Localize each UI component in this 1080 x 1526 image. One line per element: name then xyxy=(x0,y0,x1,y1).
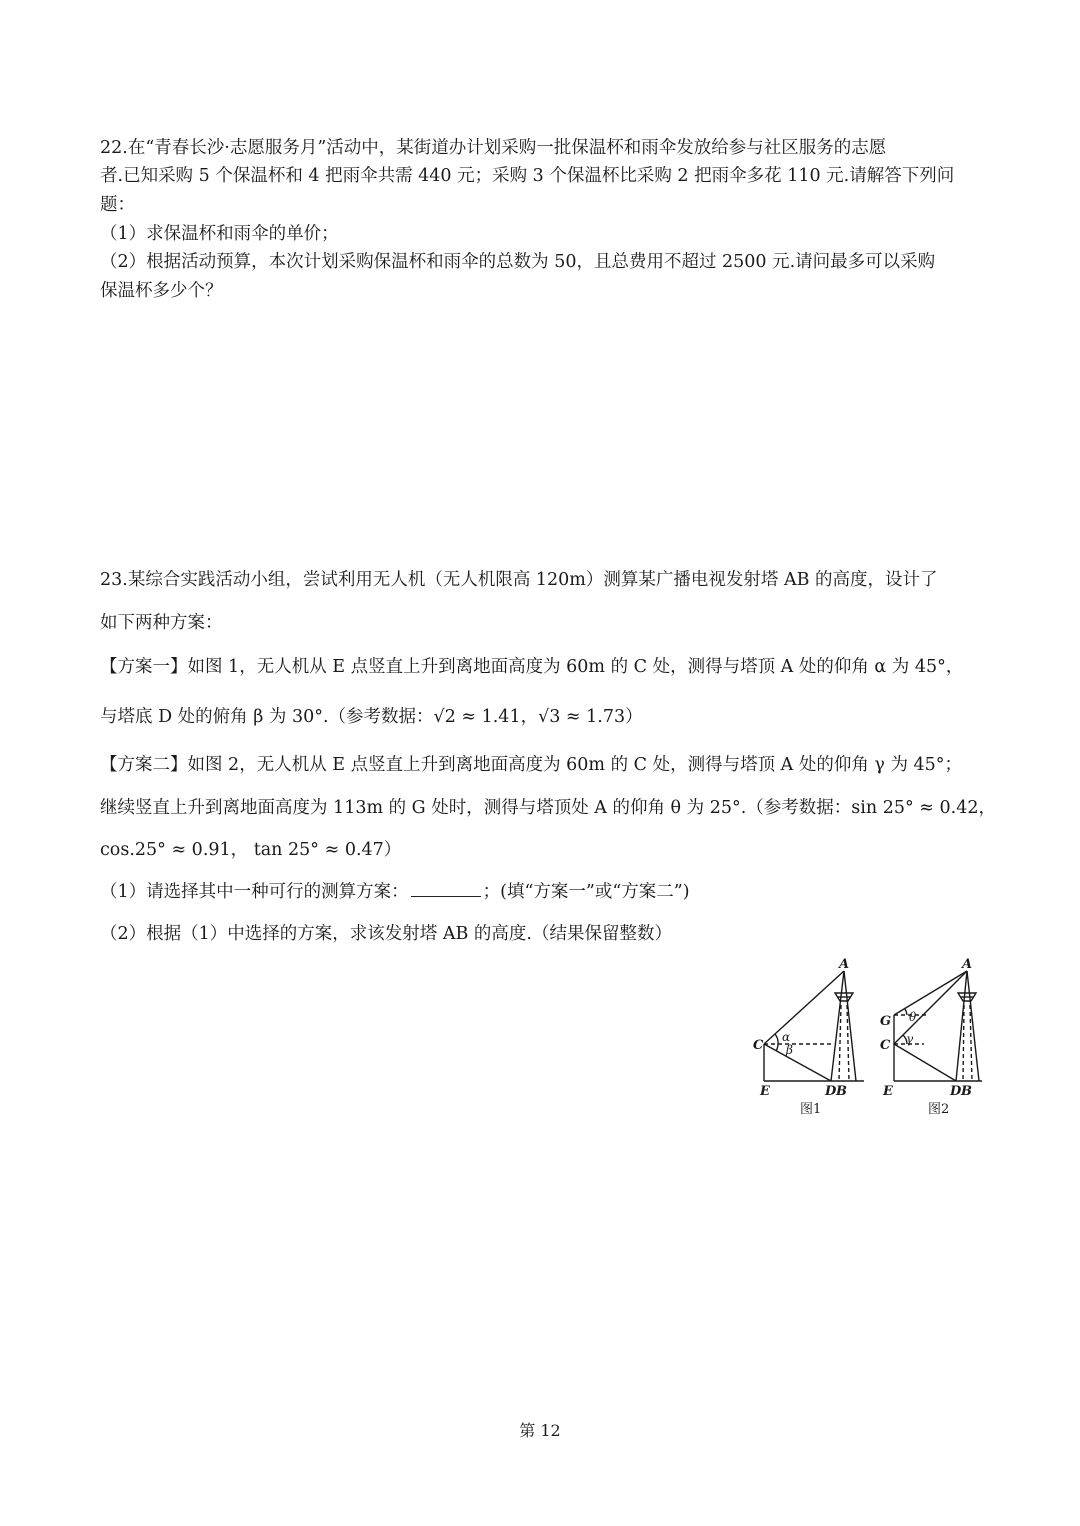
fig1-tower-right xyxy=(844,971,856,1081)
fig2-label-e: E xyxy=(883,1084,893,1099)
fig2-caption: 图2 xyxy=(928,1102,950,1117)
fig2-label-gamma: γ xyxy=(906,1032,914,1046)
fig2-ca-line xyxy=(894,971,967,1044)
figure-2 xyxy=(894,971,982,1081)
figure-1 xyxy=(764,971,864,1081)
fig2-tower-left xyxy=(956,971,967,1081)
fig2-theta-arc xyxy=(905,1009,907,1015)
q22-line-6: 保温杯多少个？ xyxy=(100,281,223,301)
fig1-label-c: C xyxy=(753,1038,764,1053)
q23-part-2: （2）根据（1）中选择的方案，求该发射塔 AB 的高度.（结果保留整数） xyxy=(100,924,672,944)
fig2-label-theta: θ xyxy=(909,1010,917,1024)
q22-line-3: 题： xyxy=(100,195,135,215)
fig2-label-a: A xyxy=(962,957,973,972)
figures xyxy=(752,955,992,1125)
fig1-label-d: D xyxy=(825,1084,837,1099)
fig1-label-alpha: α xyxy=(782,1030,791,1044)
q23-part-1 xyxy=(100,878,690,903)
q22-line-1: 22.在“青春长沙·志愿服务月”活动中，某街道办计划采购一批保温杯和雨伞发放给参与社区服务的志愿 xyxy=(100,138,887,158)
fig1-label-beta: β xyxy=(786,1043,793,1057)
fig2-label-b: B xyxy=(961,1084,972,1099)
page-number: 第 12 xyxy=(519,1421,561,1440)
answer-blank xyxy=(411,879,481,898)
q23-part-1-hint: ；(填“方案一”或“方案二”) xyxy=(482,882,690,902)
q23-part-1-text: （1）请选择其中一种可行的测算方案： xyxy=(100,882,409,902)
q23-scheme-2-line-1: 【方案二】如图 2，无人机从 E 点竖直上升到离地面高度为 60m 的 C 处，测得与塔顶 A 处的仰角 γ 为 45°； xyxy=(100,755,963,775)
fig1-beta-arc xyxy=(776,1044,778,1051)
fig1-alpha-arc xyxy=(775,1034,778,1044)
q23-scheme-2-line-3: cos.25° ≈ 0.91， tan 25° ≈ 0.47） xyxy=(100,840,402,860)
fig1-label-e: E xyxy=(760,1084,770,1099)
q22-line-4: （1）求保温杯和雨伞的单价； xyxy=(100,224,339,244)
q23-scheme-2-line-2: 继续竖直上升到离地面高度为 113m 的 G 处时，测得与塔顶处 A 的仰角 θ 为 25°.（参考数据：sin 25° ≈ 0.42， xyxy=(100,798,996,818)
fig1-caption: 图1 xyxy=(800,1102,822,1117)
q22-line-2: 者.已知采购 5 个保温杯和 4 把雨伞共需 440 元；采购 3 个保温杯比采购 2 把雨伞多花 110 元.请解答下列问 xyxy=(100,166,955,186)
fig1-labels xyxy=(753,957,849,1099)
fig2-tower-right xyxy=(967,971,979,1081)
q23-line-1: 23.某综合实践活动小组，尝试利用无人机（无人机限高 120m）测算某广播电视发射塔 AB 的高度，设计了 xyxy=(100,570,938,590)
q22-line-5: （2）根据活动预算，本次计划采购保温杯和雨伞的总数为 50，且总费用不超过 2500 元.请问最多可以采购 xyxy=(100,252,936,272)
fig2-cd-line xyxy=(894,1044,956,1081)
fig1-cd-line xyxy=(764,1044,831,1081)
fig1-ca-line xyxy=(764,971,844,1044)
q23-scheme-1-line-2: 与塔底 D 处的俯角 β 为 30°.（参考数据：√2 ≈ 1.41，√3 ≈ 1.73） xyxy=(100,707,643,727)
fig2-label-c: C xyxy=(880,1038,891,1053)
fig1-label-b: B xyxy=(836,1084,847,1099)
q23-scheme-1-line-1: 【方案一】如图 1，无人机从 E 点竖直上升到离地面高度为 60m 的 C 处，测得与塔顶 A 处的仰角 α 为 45°， xyxy=(100,657,964,677)
fig1-label-a: A xyxy=(839,957,850,972)
fig2-label-g: G xyxy=(880,1014,892,1029)
fig1-tower-left xyxy=(831,971,844,1081)
q23-line-2: 如下两种方案： xyxy=(100,613,223,633)
fig2-label-d: D xyxy=(950,1084,962,1099)
